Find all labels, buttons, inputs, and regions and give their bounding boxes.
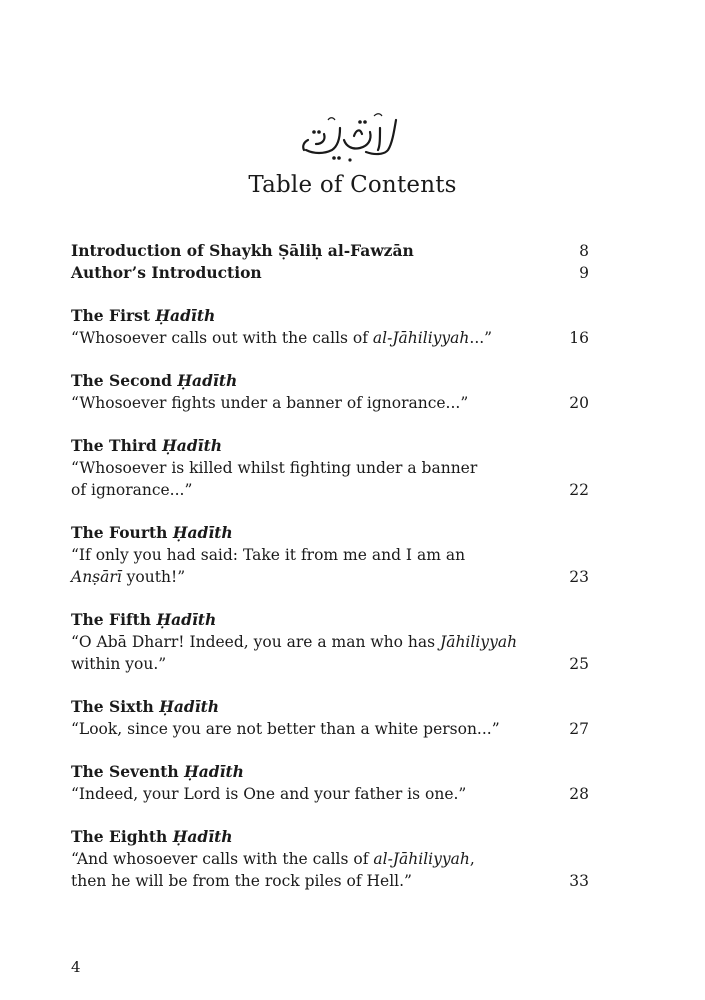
toc-page-number: 25 (569, 655, 589, 673)
toc-hadith-entry[interactable] (71, 761, 591, 805)
toc-entry-title: Introduction of Shaykh Ṣāliḥ al-Fawzān (71, 241, 414, 260)
toc-hadith-entry[interactable] (71, 435, 591, 501)
hadith-quote-line: within you.” (71, 655, 167, 673)
hadith-heading: The Seventh Ḥadīth (71, 762, 244, 781)
page-title: Table of Contents (248, 172, 457, 198)
toc-page-number: 33 (569, 872, 589, 890)
hadith-heading: The Fourth Ḥadīth (71, 523, 233, 542)
toc-hadith-entry[interactable] (71, 305, 591, 349)
hadith-quote-line: then he will be from the rock piles of Hell.” (71, 872, 412, 890)
hadith-quote-line: “Indeed, your Lord is One and your father is one.” (71, 785, 467, 803)
toc-hadith-entry[interactable] (71, 696, 591, 740)
hadith-quote-line: “And whosoever calls with the calls of al-Jāhiliyyah, (71, 850, 475, 868)
hadith-quote-line: “Whosoever is killed whilst fighting under a banner (71, 459, 478, 477)
hadith-quote-line: “If only you had said: Take it from me and I am an (71, 546, 466, 564)
hadith-quote-line: “O Abā Dharr! Indeed, you are a man who has Jāhiliyyah (71, 633, 518, 651)
hadith-heading: The Eighth Ḥadīth (71, 827, 233, 846)
toc-hadith-entry[interactable] (71, 609, 591, 675)
hadith-heading: The First Ḥadīth (71, 306, 216, 325)
toc-intro-entry[interactable] (71, 262, 591, 284)
toc-hadith-entry[interactable] (71, 522, 591, 588)
hadith-quote-line: “Whosoever calls out with the calls of al-Jāhiliyyah...” (71, 329, 493, 347)
hadith-heading: The Fifth Ḥadīth (71, 610, 217, 629)
toc-hadith-entry[interactable] (71, 370, 591, 414)
arabic-calligraphy-title (294, 110, 404, 166)
toc-intro-entry[interactable] (71, 240, 591, 262)
toc-page-number: 8 (579, 242, 589, 260)
toc-page-number: 22 (569, 481, 589, 499)
hadith-quote-line: of ignorance...” (71, 481, 193, 499)
hadith-quote-line: Anṣārī youth!” (71, 568, 186, 586)
hadith-quote-line: “Look, since you are not better than a white person...” (71, 720, 500, 738)
folio-page-number: 4 (71, 958, 81, 976)
hadith-quote-line: “Whosoever fights under a banner of ignorance...” (71, 394, 469, 412)
hadith-heading: The Sixth Ḥadīth (71, 697, 220, 716)
hadith-heading: The Third Ḥadīth (71, 436, 222, 455)
toc-hadith-entry[interactable] (71, 826, 591, 892)
hadith-heading: The Second Ḥadīth (71, 371, 238, 390)
toc-page-number: 9 (579, 264, 589, 282)
toc-page-number: 23 (569, 568, 589, 586)
toc-page-number: 20 (569, 394, 589, 412)
toc-page-number: 28 (569, 785, 589, 803)
toc-page-number: 16 (569, 329, 589, 347)
toc-page-number: 27 (569, 720, 589, 738)
toc-entry-title: Author’s Introduction (71, 263, 262, 282)
